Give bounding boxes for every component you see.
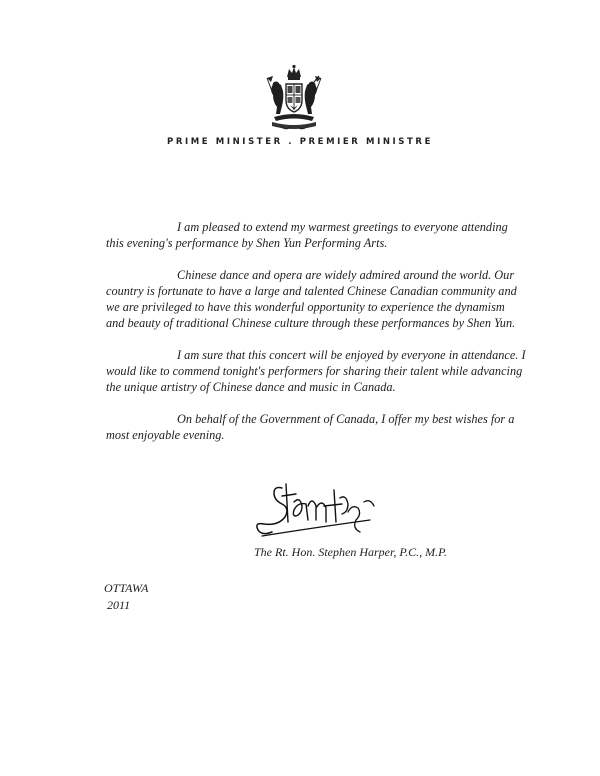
letter-paragraph: I am pleased to extend my warmest greetings to everyone attending this evening's performance by Shen Yun Performing Arts. xyxy=(106,220,508,250)
place-and-date xyxy=(104,580,149,614)
signatory-name: The Rt. Hon. Stephen Harper, P.C., M.P. xyxy=(254,545,447,559)
place-year: 2011 xyxy=(107,598,131,612)
coat-of-arms-icon xyxy=(264,64,324,134)
letter-paragraph: Chinese dance and opera are widely admired around the world. Our country is fortunate to have a large and talented Chinese Canadian community and we are privileged to have this wonderful opportunity to experience the dynamism and beauty of traditional Chinese culture through these performances by Shen Yun. xyxy=(106,268,517,330)
letter-paragraph: I am sure that this concert will be enjoyed by everyone in attendance. I would like to commend tonight's performers for sharing their talent while advancing the unique artistry of Chinese dance and music in Canada. xyxy=(106,348,526,394)
handwritten-signature-icon xyxy=(252,476,382,546)
letterhead-title: PRIME MINISTER . PREMIER MINISTRE xyxy=(167,137,433,147)
letter-paragraph: On behalf of the Government of Canada, I offer my best wishes for a most enjoyable evening. xyxy=(106,412,515,442)
letter-body xyxy=(106,219,526,459)
place-city: OTTAWA xyxy=(104,581,149,595)
